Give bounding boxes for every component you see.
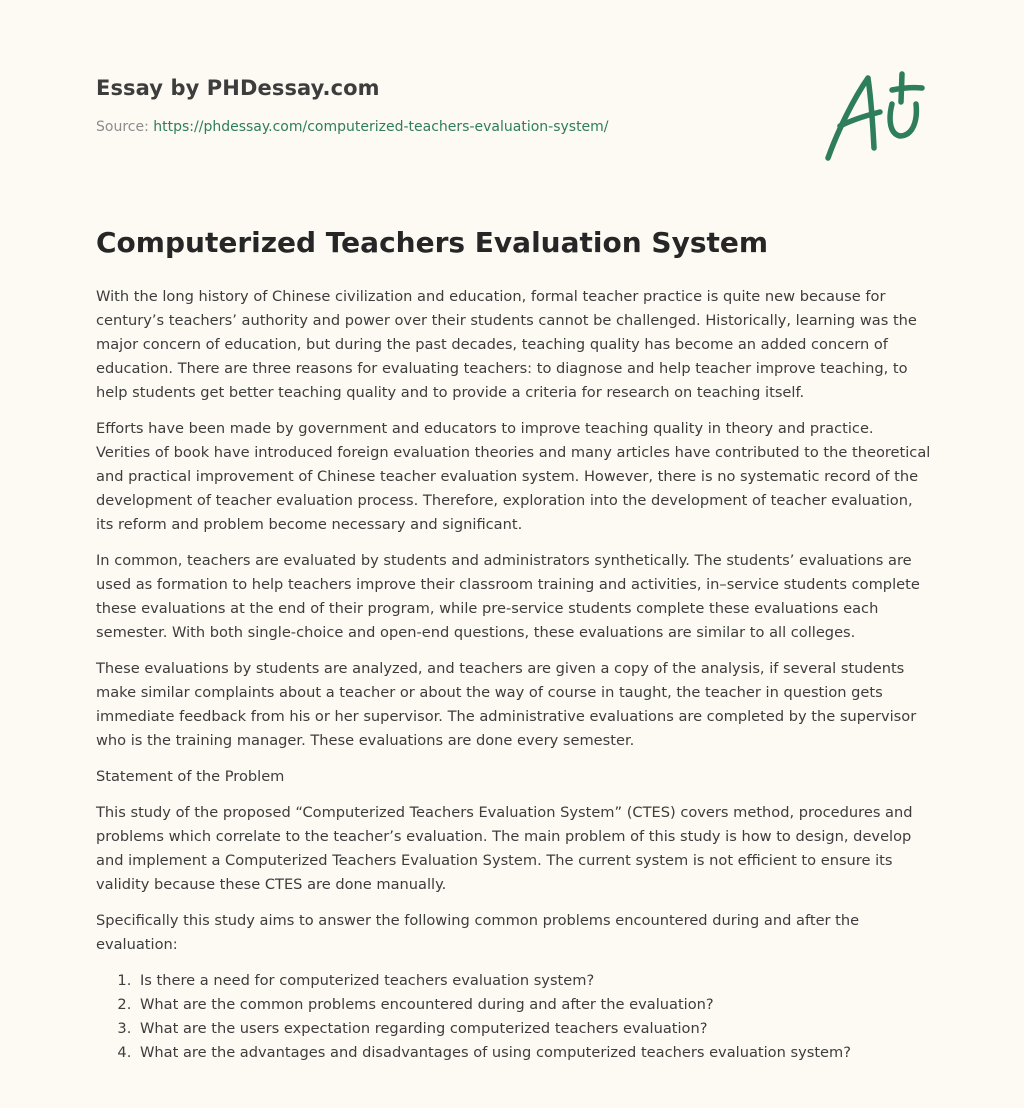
essay-paragraph: These evaluations by students are analyzed, and teachers are given a copy of the analysis, if several students make similar complaints about a teacher or about the way of course in taught, the teacher in question gets immediate feedback from his or her supervisor. The administrative evaluations are completed by the supervisor who is the training manager. These evaluations are done every semester.: [96, 660, 917, 749]
essay-paragraph: In common, teachers are evaluated by students and administrators synthetically. The students’ evaluations are used as formation to help teachers improve their classroom training and activities, in–service students complete these evaluations at the end of their program, while pre-service students complete these evaluations each semester. With both single-choice and open-end questions, these evaluations are similar to all colleges.: [96, 552, 920, 641]
a-plus-grade-icon: [822, 68, 926, 164]
list-item: 1. Is there a need for computerized teachers evaluation system?: [136, 969, 932, 993]
question-list: [96, 969, 932, 1065]
list-item: 3. What are the users expectation regarding computerized teachers evaluation?: [136, 1017, 932, 1041]
page-header: [96, 76, 796, 135]
essay-body: [96, 285, 932, 1065]
list-item: 4. What are the advantages and disadvantages of using computerized teachers evaluation system?: [136, 1041, 932, 1065]
site-title: Essay by PHDessay.com: [96, 76, 380, 100]
essay-paragraph: With the long history of Chinese civilization and education, formal teacher practice is quite new because for century’s teachers’ authority and power over their students cannot be challenged. Historically, learning was the major concern of education, but during the past decades, teaching quality has become an added concern of education. There are three reasons for evaluating teachers: to diagnose and help teacher improve teaching, to help students get better teaching quality and to provide a criteria for research on teaching itself.: [96, 288, 917, 401]
essay-paragraph: Efforts have been made by government and educators to improve teaching quality in theory and practice. Verities of book have introduced foreign evaluation theories and many articles have contributed to the theoretical and practical improvement of Chinese teacher evaluation system. However, there is no systematic record of the development of teacher evaluation process. Therefore, exploration into the development of teacher evaluation, its reform and problem become necessary and significant.: [96, 420, 931, 533]
source-label: Source:: [96, 119, 149, 135]
essay-title: Computerized Teachers Evaluation System: [96, 226, 769, 259]
section-heading: Statement of the Problem: [96, 768, 285, 785]
source-link[interactable]: https://phdessay.com/computerized-teachers-evaluation-system/: [153, 119, 609, 135]
essay-paragraph: This study of the proposed “Computerized Teachers Evaluation System” (CTES) covers method, procedures and problems which correlate to the teacher’s evaluation. The main problem of this study is how to design, develop and implement a Computerized Teachers Evaluation System. The current system is not efficient to ensure its validity because these CTES are done manually.: [96, 804, 913, 893]
source-line: [96, 119, 796, 135]
list-item: 2. What are the common problems encountered during and after the evaluation?: [136, 993, 932, 1017]
essay-paragraph: Specifically this study aims to answer the following common problems encountered during and after the evaluation:: [96, 912, 860, 953]
